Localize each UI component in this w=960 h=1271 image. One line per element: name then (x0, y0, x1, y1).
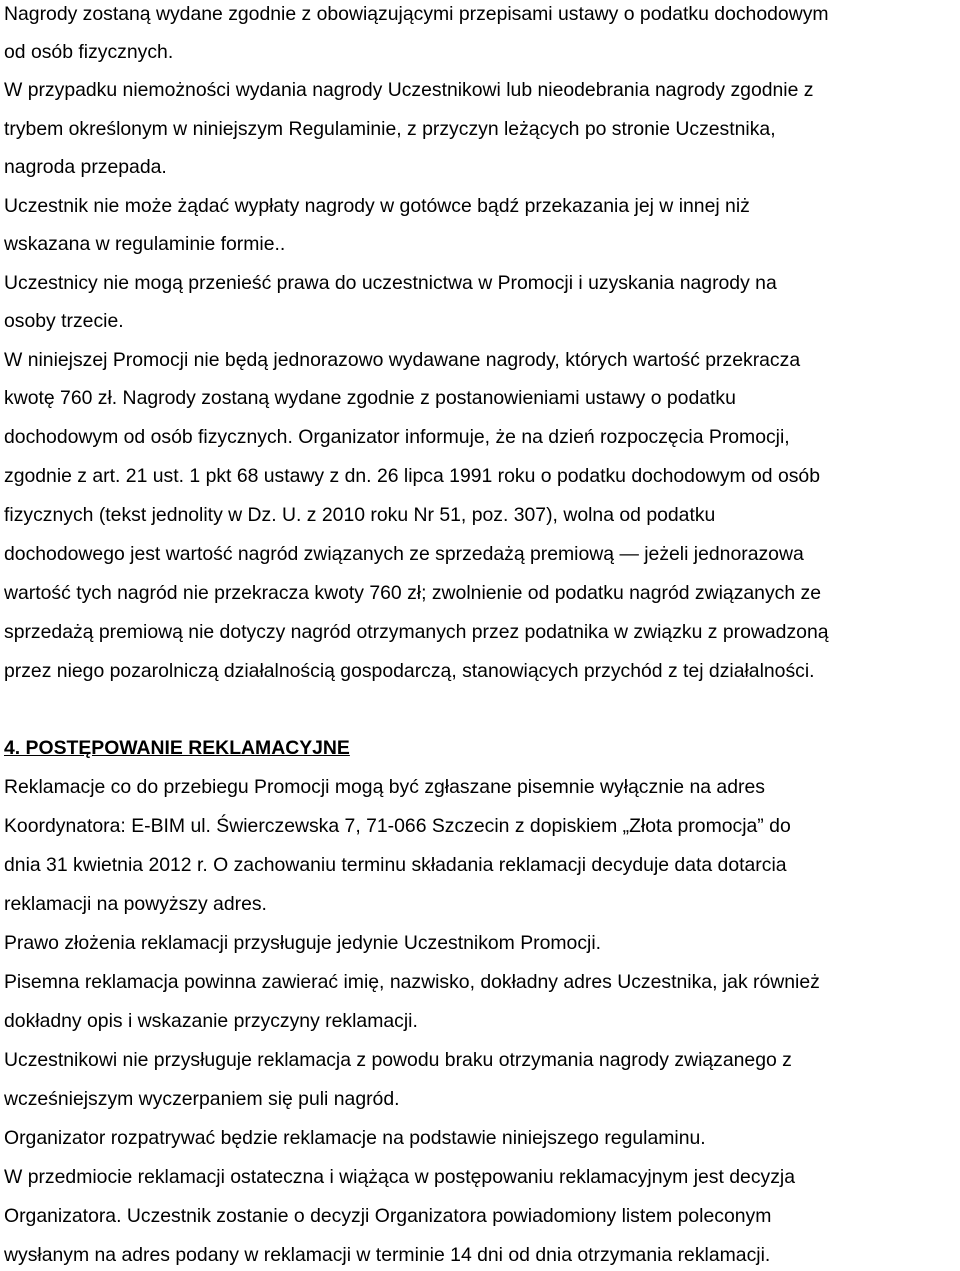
prize-rules-line: Uczestnik nie może żądać wypłaty nagrody w gotówce bądź przekazania jej w innej niż (4, 195, 750, 217)
prize-rules-line: dochodowym od osób fizycznych. Organizator informuje, że na dzień rozpoczęcia Promocji, (4, 426, 790, 448)
complaints-line: Reklamacje co do przebiegu Promocji mogą być zgłaszane pisemnie wyłącznie na adres (4, 776, 765, 798)
complaints-line: wysłanym na adres podany w reklamacji w terminie 14 dni od dnia otrzymania reklamacji. (4, 1244, 771, 1266)
prize-rules-line: osoby trzecie. (4, 310, 124, 332)
prize-rules-line: zgodnie z art. 21 ust. 1 pkt 68 ustawy z dn. 26 lipca 1991 roku o podatku dochodowym od osób (4, 465, 820, 487)
prize-rules-line: Nagrody zostaną wydane zgodnie z obowiązującymi przepisami ustawy o podatku dochodowym (4, 3, 829, 25)
prize-rules-line: wartość tych nagród nie przekracza kwoty 760 zł; zwolnienie od podatku nagród związanych ze (4, 582, 822, 604)
complaints-line: wcześniejszym wyczerpaniem się puli nagród. (4, 1088, 400, 1110)
prize-rules-line: W przypadku niemożności wydania nagrody Uczestnikowi lub nieodebrania nagrody zgodnie z (4, 79, 814, 101)
complaints-line: dnia 31 kwietnia 2012 r. O zachowaniu terminu składania reklamacji decyduje data dotarcia (4, 854, 787, 876)
section-heading: 4. POSTĘPOWANIE REKLAMACYJNE (4, 737, 350, 759)
prize-rules-line: trybem określonym w niniejszym Regulaminie, z przyczyn leżących po stronie Uczestnika, (4, 118, 776, 140)
prize-rules-line: od osób fizycznych. (4, 41, 174, 63)
complaints-line: Uczestnikowi nie przysługuje reklamacja z powodu braku otrzymania nagrody związanego z (4, 1049, 792, 1071)
prize-rules-line: dochodowego jest wartość nagród związanych ze sprzedażą premiową — jeżeli jednorazowa (4, 543, 804, 565)
prize-rules-line: wskazana w regulaminie formie.. (4, 233, 286, 255)
prize-rules-line: kwotę 760 zł. Nagrody zostaną wydane zgodnie z postanowieniami ustawy o podatku (4, 387, 736, 409)
complaints-line: Organizator rozpatrywać będzie reklamacje na podstawie niniejszego regulaminu. (4, 1127, 706, 1149)
complaints-line: dokładny opis i wskazanie przyczyny reklamacji. (4, 1010, 418, 1032)
complaints-line: Koordynatora: E-BIM ul. Świerczewska 7, 71-066 Szczecin z dopiskiem „Złota promocja” do (4, 815, 791, 837)
prize-rules-line: fizycznych (tekst jednolity w Dz. U. z 2010 roku Nr 51, poz. 307), wolna od podatku (4, 504, 716, 526)
complaints-line: Pisemna reklamacja powinna zawierać imię, nazwisko, dokładny adres Uczestnika, jak również (4, 971, 820, 993)
prize-rules-line: sprzedażą premiową nie dotyczy nagród otrzymanych przez podatnika w związku z prowadzoną (4, 621, 829, 643)
complaints-line: reklamacji na powyższy adres. (4, 893, 267, 915)
complaints-line: W przedmiocie reklamacji ostateczna i wiążąca w postępowaniu reklamacyjnym jest decyzja (4, 1166, 796, 1188)
complaints-line: Organizatora. Uczestnik zostanie o decyzji Organizatora powiadomiony listem poleconym (4, 1205, 772, 1227)
prize-rules-line: W niniejszej Promocji nie będą jednorazowo wydawane nagrody, których wartość przekracza (4, 349, 801, 371)
prize-rules-line: przez niego pozarolniczą działalnością gospodarczą, stanowiących przychód z tej działalności. (4, 660, 815, 682)
prize-rules-line: nagroda przepada. (4, 156, 167, 178)
prize-rules-line: Uczestnicy nie mogą przenieść prawa do uczestnictwa w Promocji i uzyskania nagrody na (4, 272, 777, 294)
complaints-line: Prawo złożenia reklamacji przysługuje jedynie Uczestnikom Promocji. (4, 932, 602, 954)
